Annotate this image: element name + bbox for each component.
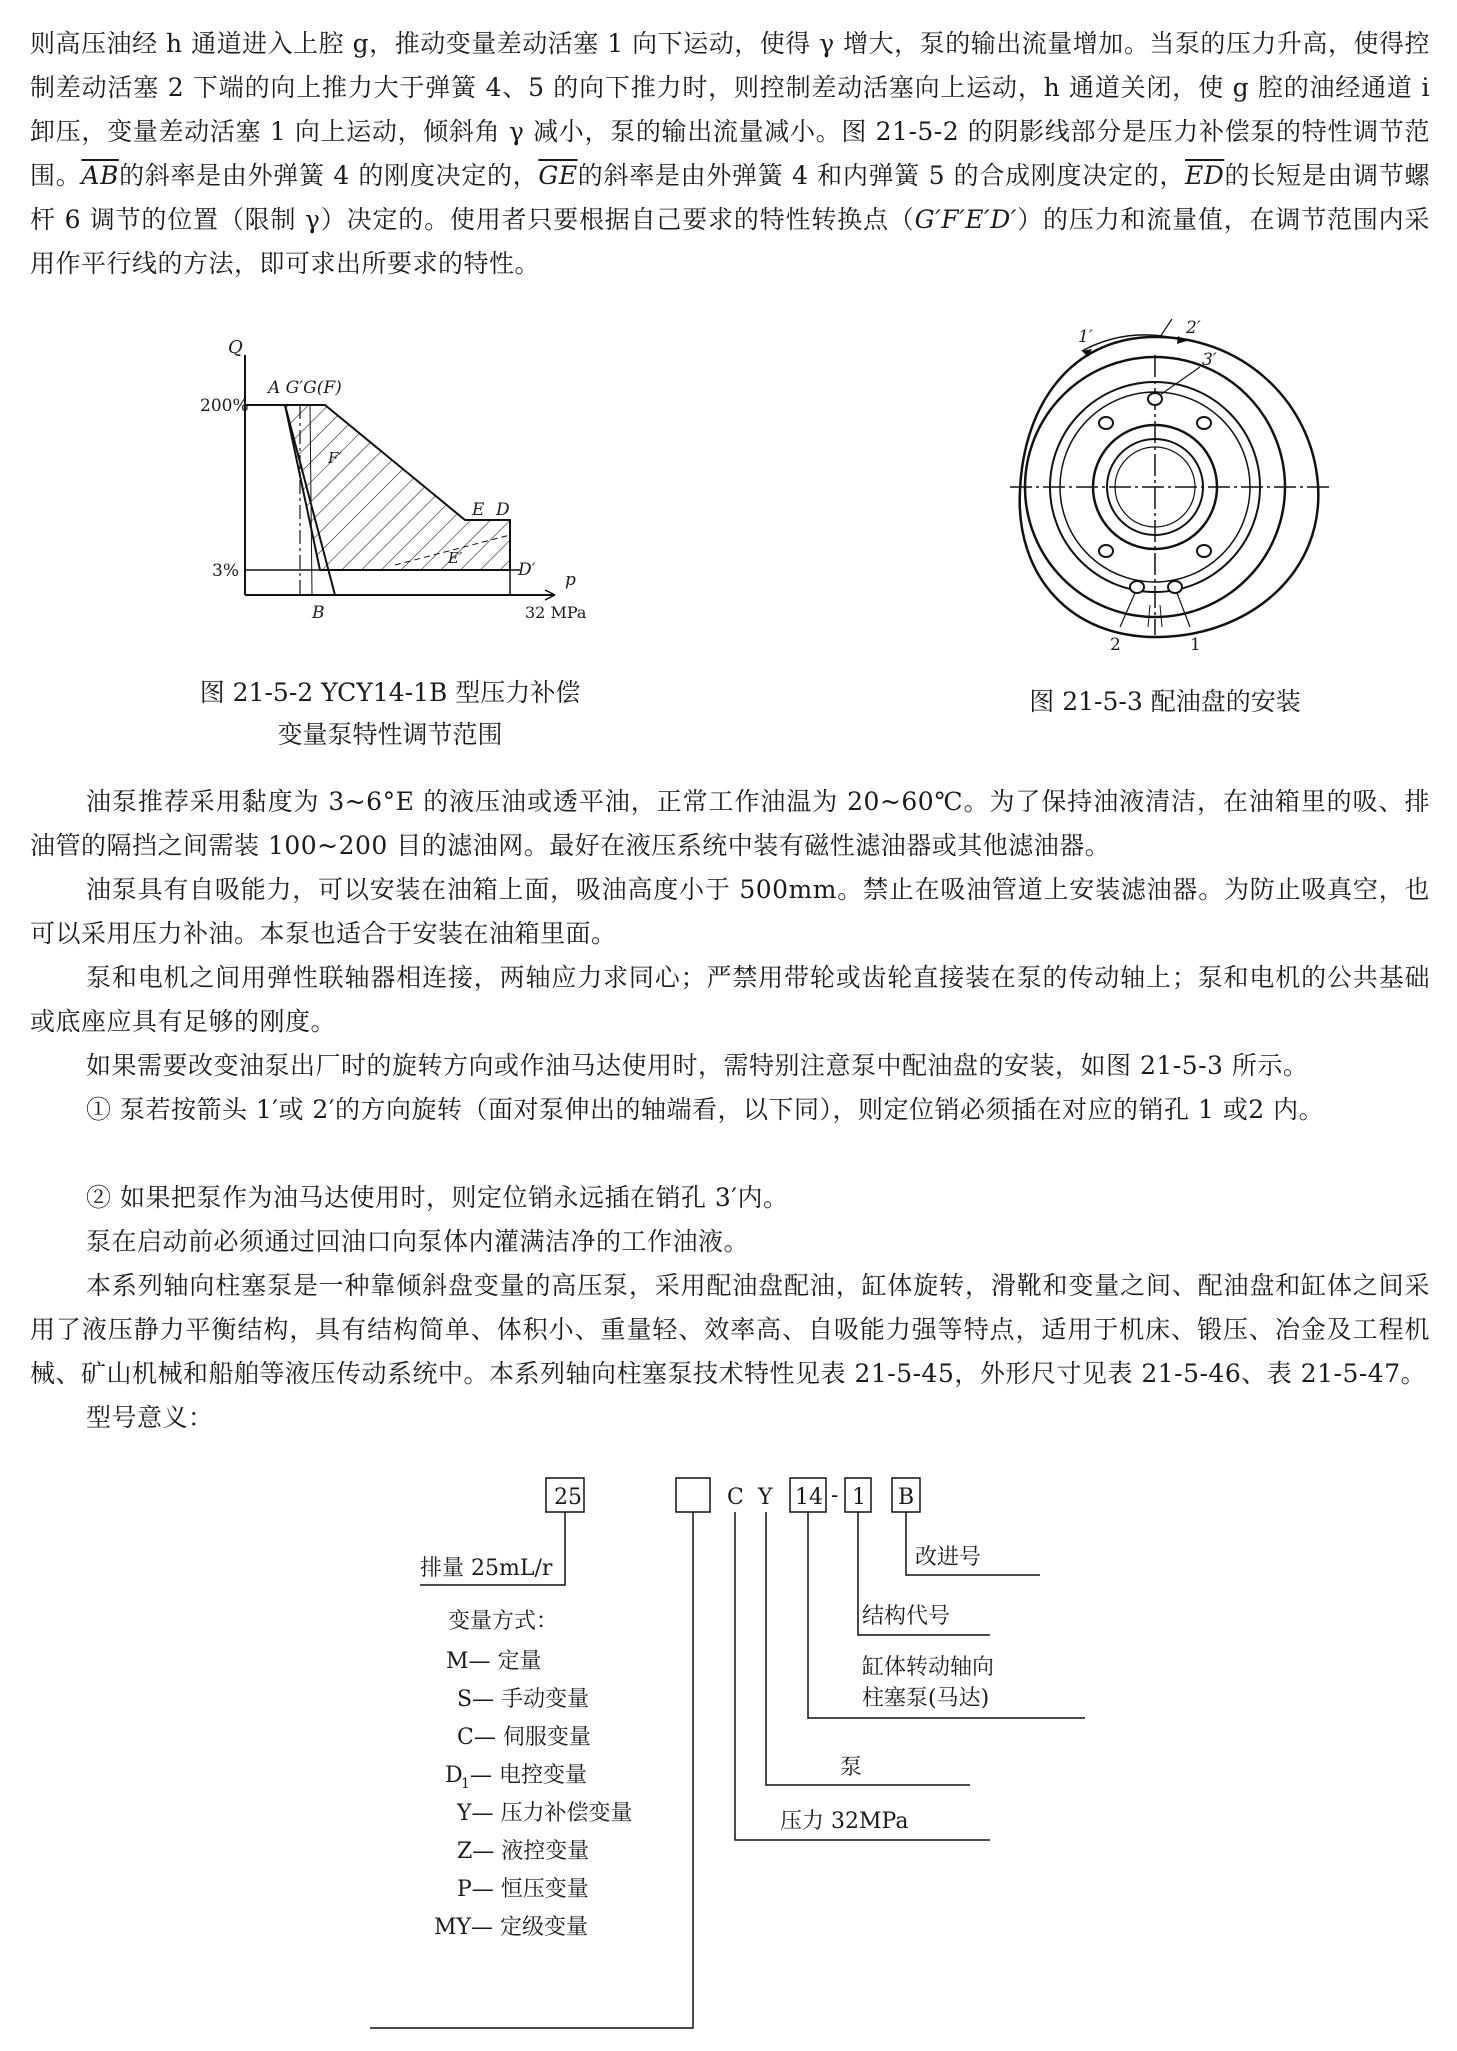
para-fill-oil: 泵在启动前必须通过回油口向泵体内灌满洁净的工作油液。: [86, 1227, 750, 1256]
label-200pct: 200%: [200, 396, 249, 416]
intro-paragraph: [30, 22, 1430, 286]
label-d-prime: D′: [518, 560, 536, 580]
label-hole-1: 1: [1190, 635, 1201, 655]
caption-line-1: 图 21-5-2 YCY14-1B 型压力补偿: [199, 678, 581, 707]
q-label: Q: [228, 337, 243, 358]
segment-ge: $\overline{GE}$: [538, 161, 578, 190]
para-item-2: ② 如果把泵作为油马达使用时，则定位销永远插在销孔 3′内。: [86, 1183, 789, 1212]
intro-text-2: 的斜率是由外弹簧 4 的刚度决定的，: [118, 161, 539, 190]
para-coupling: 泵和电机之间用弹性联轴器相连接，两轴应力求同心；严禁用带轮或齿轮直接装在泵的传动轴上；泵和电机的公共基础或底座应具有足够的刚度。: [30, 963, 1430, 1036]
label-f-prime: F′: [328, 449, 342, 467]
label-3pct: 3%: [212, 561, 239, 581]
intro-text-1: 则高压油经 h 通道进入上腔 g，推动变量差动活塞 1 向下运动，使得 γ 增大，泵的输出流量增加。当泵的压力升高，使得控制差动活塞 2 下端的向上推力大于弹簧 4、5 的向下推力时，则控制差动活塞向上运动，h 通道关闭，使 g 腔的油经通道 i 卸压，变量差动活塞 1 向上运动，倾斜角 γ 减小，泵的输出流量减小。图 21-5-2 的阴影线部分是压力补偿泵的特性调节范围。: [30, 29, 1430, 190]
intro-text-4: 的长短是由调节螺杆 6 调节的位置（限制 γ）决定的。使用者只要根据自己要求的特性转换点（: [30, 161, 1430, 234]
caption-line-2: 变量泵特性调节范围: [277, 720, 503, 749]
code-14: 14: [795, 1485, 823, 1510]
code-dash: -: [831, 1483, 839, 1508]
para-oil-recommendation: 油泵推荐采用黏度为 3~6°E 的液压油或透平油，正常工作油温为 20~60℃。为了保持油液清洁，在油箱里的吸、排油管的隔挡之间需装 100~200 目的滤油网。最好在液压系统中装有磁性滤油器或其他滤油器。: [30, 787, 1430, 860]
var-item-z: Z— 液控变量: [457, 1839, 590, 1864]
var-item-my: MY— 定级变量: [434, 1915, 589, 1940]
code-1: 1: [852, 1485, 866, 1510]
label-1-prime: 1′: [1078, 327, 1093, 347]
box-variable-mode: [676, 1478, 710, 1512]
var-item-d-subscript: 1: [461, 1776, 470, 1792]
characteristic-figure: [200, 335, 620, 635]
pin-hole-2: [1130, 581, 1144, 593]
label-d: D: [496, 500, 510, 520]
label-axial-1: 缸体转动轴向: [862, 1655, 995, 1680]
label-hole-2: 2: [1110, 635, 1121, 655]
label-ag-g-f: A G′G(F): [268, 378, 342, 398]
intro-text-3: 的斜率是由外弹簧 4 和内弹簧 5 的合成刚度决定的，: [577, 161, 1186, 190]
intro-text-5: ）的压力和流量值，在调节范围内采用作平行线的方法，即可求出所要求的特性。: [30, 205, 1430, 278]
label-improve: 改进号: [915, 1545, 982, 1570]
var-item-y: Y— 压力补偿变量: [457, 1801, 633, 1826]
label-struct: 结构代号: [862, 1604, 951, 1629]
model-designation-diagram: [350, 1460, 1090, 2040]
para-model-meaning: 型号意义：: [86, 1403, 214, 1432]
label-variable-mode-title: 变量方式：: [448, 1609, 559, 1634]
code-b: B: [898, 1485, 915, 1510]
label-axial-2: 柱塞泵(马达): [862, 1686, 990, 1711]
var-item-m: M— 定量: [446, 1649, 542, 1674]
label-32mpa: 32 MPa: [525, 603, 587, 622]
pin-hole-1: [1168, 581, 1182, 593]
var-item-p: P— 恒压变量: [457, 1877, 589, 1902]
valve-plate-figure: [1000, 315, 1340, 670]
label-2-prime: 2′: [1186, 318, 1201, 338]
transition-points: G′F′E′D′: [914, 205, 1017, 234]
code-y: Y: [758, 1485, 773, 1510]
label-displacement: 排量 25mL/r: [420, 1556, 553, 1581]
segment-ab: $\overline{AB}$: [81, 161, 119, 190]
figure-21-5-3-caption: 图 21-5-3 配油盘的安装: [1029, 687, 1301, 716]
label-pressure: 压力 32MPa: [780, 1809, 909, 1834]
var-item-d-text: — 电控变量: [470, 1763, 587, 1788]
var-item-s: S— 手动变量: [457, 1687, 590, 1712]
label-b: B: [312, 603, 325, 623]
segment-ed: $\overline{ED}$: [1185, 161, 1225, 190]
para-rotation-change: 如果需要改变油泵出厂时的旋转方向或作油马达使用时，需特别注意泵中配油盘的安装，如图 21-5-3 所示。: [86, 1051, 1309, 1080]
para-item-1: ① 泵若按箭头 1′或 2′的方向旋转（面对泵伸出的轴端看，以下同），则定位销必须插在对应的销孔 1 或2 内。: [86, 1095, 1325, 1124]
label-e-prime: E′: [448, 549, 463, 567]
para-series-description: 本系列轴向柱塞泵是一种靠倾斜盘变量的高压泵，采用配油盘配油，缸体旋转，滑靴和变量之间、配油盘和缸体之间采用了液压静力平衡结构，具有结构简单、体积小、重量轻、效率高、自吸能力强等特点，适用于机床、锻压、冶金及工程机械、矿山机械和船舶等液压传动系统中。本系列轴向柱塞泵技术特性见表 21-5-45，外形尺寸见表 21-5-46、表 21-5-47。: [30, 1271, 1430, 1388]
var-item-c: C— 伺服变量: [457, 1725, 591, 1750]
code-c: C: [727, 1485, 744, 1510]
var-item-d: D: [445, 1763, 463, 1788]
p-label: p: [565, 570, 576, 590]
para-self-priming: 油泵具有自吸能力，可以安装在油箱上面，吸油高度小于 500mm。禁止在吸油管道上安装滤油器。为防止吸真空，也可以采用压力补油。本泵也适合于安装在油箱里面。: [30, 875, 1430, 948]
label-pump: 泵: [840, 1755, 863, 1780]
figure-21-5-2-caption: [170, 672, 610, 756]
label-3-prime: 3′: [1202, 350, 1217, 370]
code-25: 25: [554, 1485, 582, 1510]
label-e: E: [472, 500, 485, 520]
adjust-range-region: [285, 405, 510, 570]
